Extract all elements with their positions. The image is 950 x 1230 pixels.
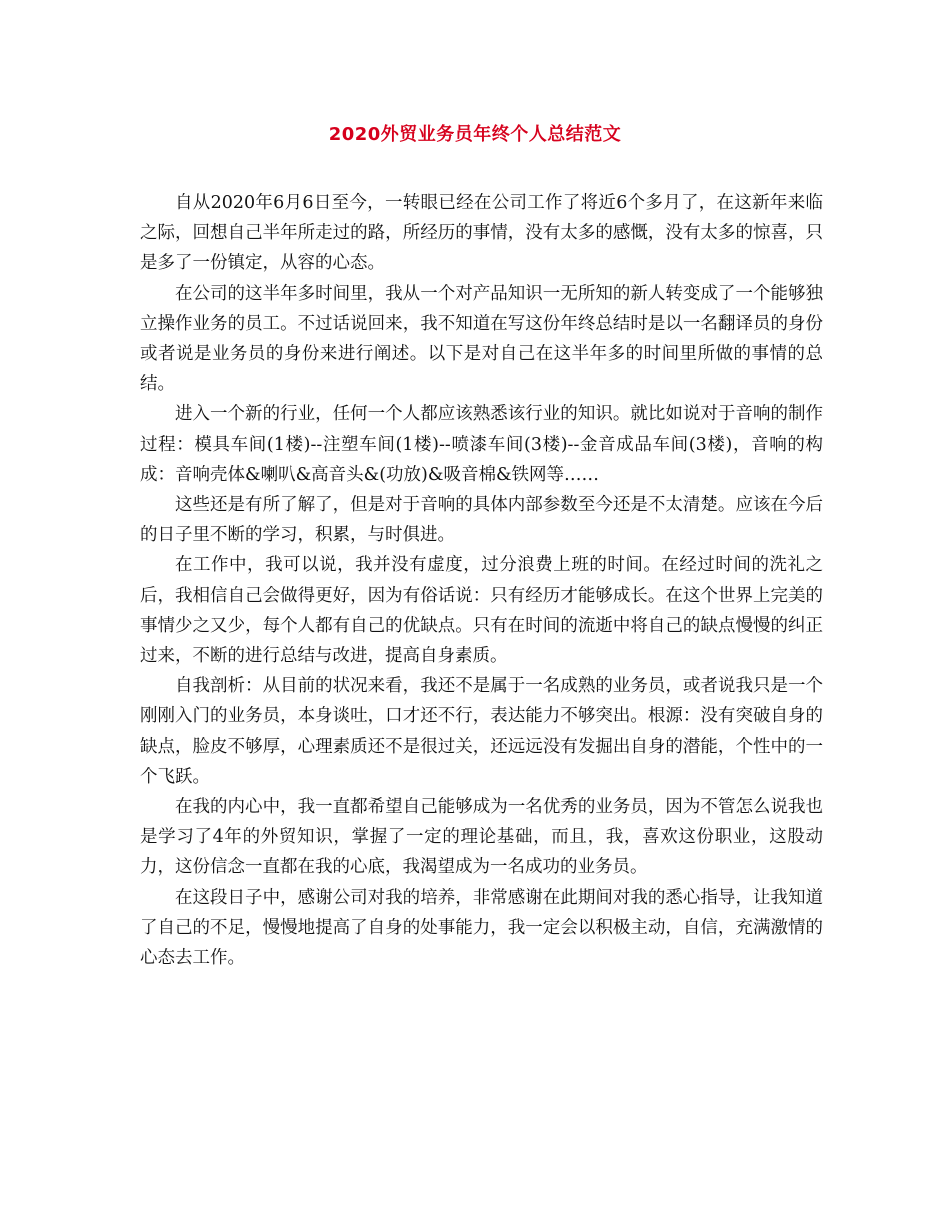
paragraph: 自我剖析：从目前的状况来看，我还不是属于一名成熟的业务员，或者说我只是一个刚刚入门的业务员，本身谈吐，口才还不行，表达能力不够突出。根源：没有突破自身的缺点，脸皮不够厚，心理素质还不是很过关，还远远没有发掘出自身的潜能，个性中的一个飞跃。 [140, 676, 823, 787]
paragraph: 进入一个新的行业，任何一个人都应该熟悉该行业的知识。就比如说对于音响的制作过程：模具车间(1楼)--注塑车间(1楼)--喷漆车间(3楼)--金音成品车间(3楼)，音响的构成：音响壳体&喇叭&高音头&(功放)&吸音棉&铁网等…… [140, 404, 823, 485]
paragraph: 在公司的这半年多时间里，我从一个对产品知识一无所知的新人转变成了一个能够独立操作业务的员工。不过话说回来，我不知道在写这份年终总结时是以一名翻译员的身份或者说是业务员的身份来进行阐述。以下是对自己在这半年多的时间里所做的事情的总结。 [140, 283, 823, 395]
paragraph: 在这段日子中，感谢公司对我的培养，非常感谢在此期间对我的悉心指导，让我知道了自己的不足，慢慢地提高了自身的处事能力，我一定会以积极主动，自信，充满激情的心态去工作。 [140, 887, 823, 969]
document-title: 2020外贸业务员年终个人总结范文 [328, 124, 622, 145]
paragraph: 自从2020年6月6日至今，一转眼已经在公司工作了将近6个多月了，在这新年来临之际，回想自己半年所走过的路，所经历的事情，没有太多的感慨，没有太多的惊喜，只是多了一份镇定，从容的心态。 [140, 193, 823, 274]
document-body [140, 188, 823, 973]
paragraph: 在工作中，我可以说，我并没有虚度，过分浪费上班的时间。在经过时间的洗礼之后，我相信自己会做得更好，因为有俗话说：只有经历才能够成长。在这个世界上完美的事情少之又少，每个人都有自己的优缺点。只有在时间的流逝中将自己的缺点慢慢的纠正过来，不断的进行总结与改进，提高自身素质。 [140, 555, 823, 667]
paragraph: 这些还是有所了解了，但是对于音响的具体内部参数至今还是不太清楚。应该在今后的日子里不断的学习，积累，与时俱进。 [140, 495, 823, 546]
paragraph: 在我的内心中，我一直都希望自己能够成为一名优秀的业务员，因为不管怎么说我也是学习了4年的外贸知识，掌握了一定的理论基础，而且，我，喜欢这份职业，这股动力，这份信念一直都在我的心底，我渴望成为一名成功的业务员。 [140, 797, 823, 878]
